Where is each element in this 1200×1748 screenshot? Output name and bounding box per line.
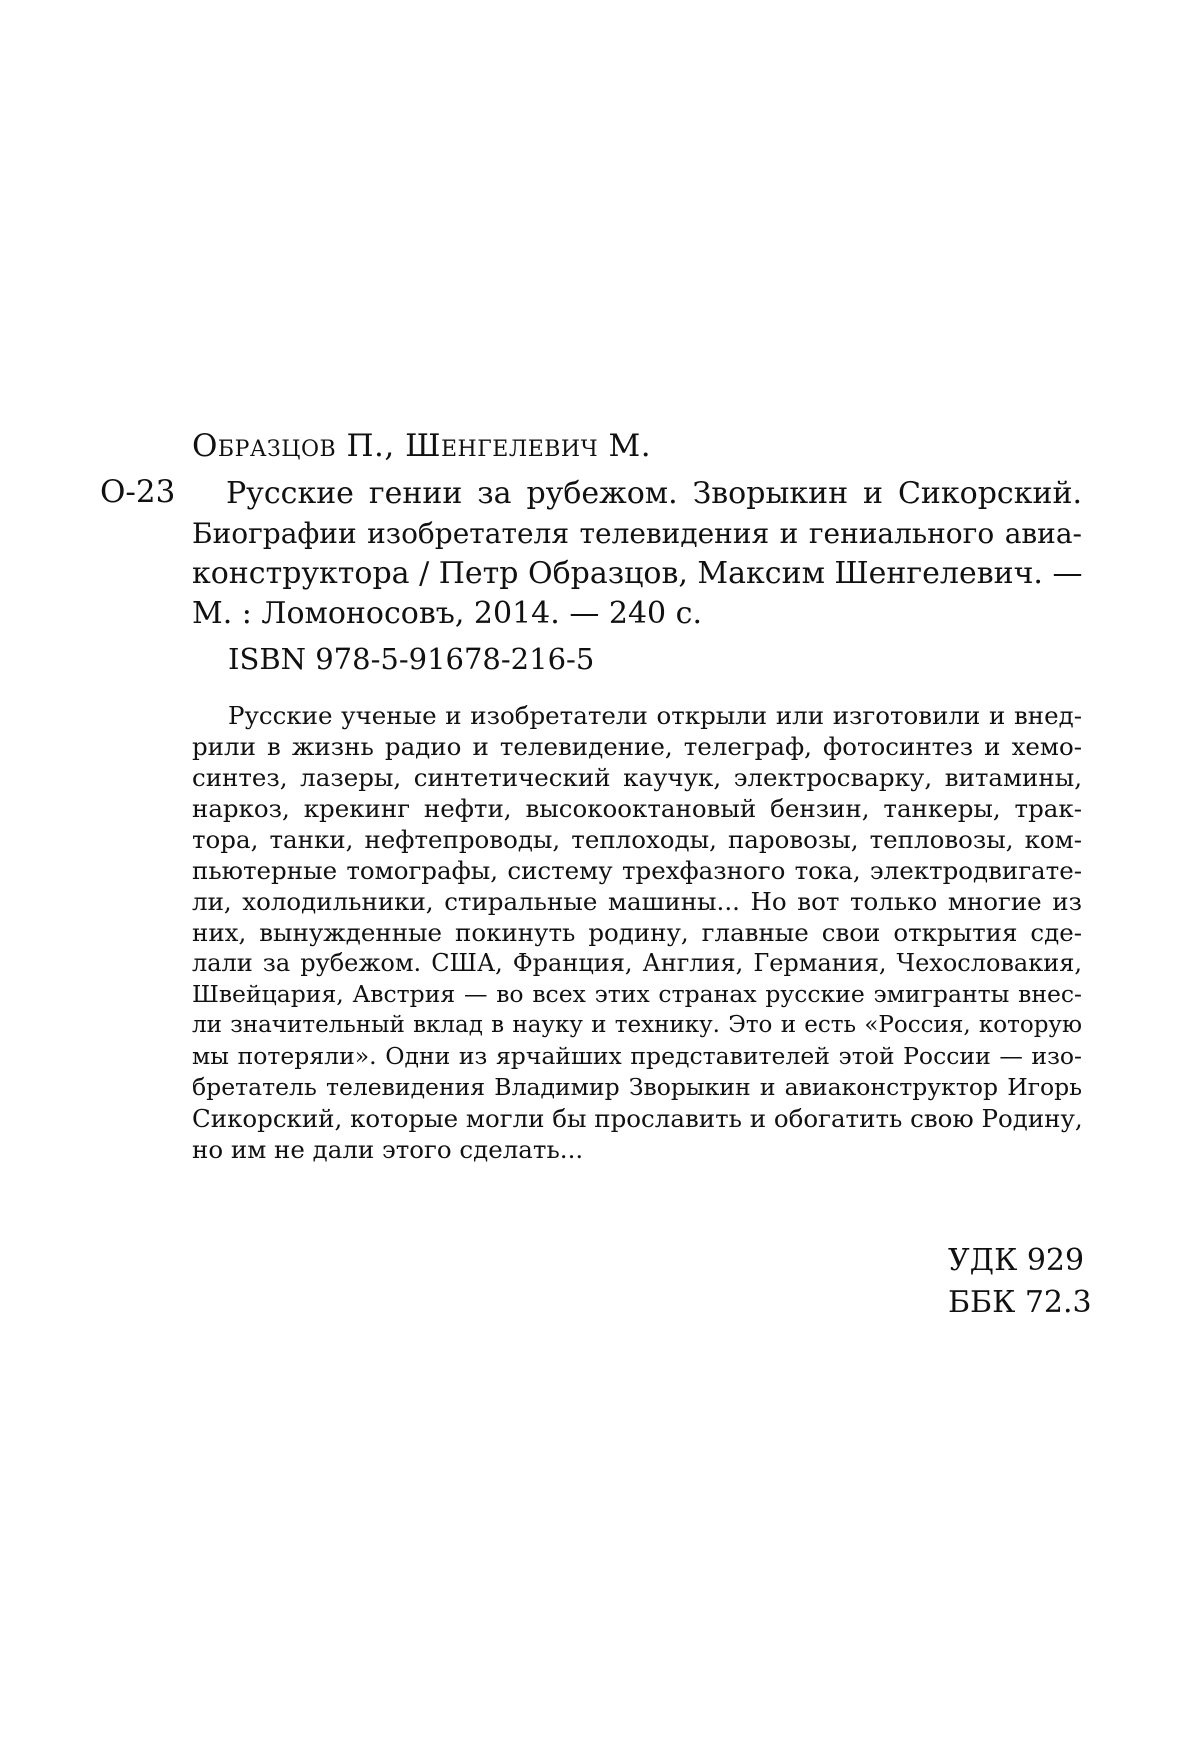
isbn: ISBN 978-5-91678-216-5 bbox=[228, 642, 595, 676]
title-line-1: Русские гении за рубежом. Зворыкин и Сикорский. bbox=[226, 476, 1082, 511]
abstract-line: синтез, лазеры, синтетический каучук, электросварку, витамины, bbox=[192, 763, 1082, 792]
abstract-line: лали за рубежом. США, Франция, Англия, Германия, Чехословакия, bbox=[192, 949, 1082, 977]
abstract-line: Сикорский, которые могли бы прославить и обогатить свою Родину, bbox=[192, 1104, 1083, 1133]
abstract-line: Русские ученые и изобретатели открыли или изготовили и внед- bbox=[228, 701, 1082, 730]
title-line-4: М. : Ломоносовъ, 2014. — 240 с. bbox=[192, 596, 702, 631]
abstract-line: наркоз, крекинг нефти, высокооктановый бензин, танкеры, трак- bbox=[192, 794, 1082, 823]
abstract-line: рили в жизнь радио и телевидение, телеграф, фотосинтез и хемо- bbox=[192, 732, 1082, 761]
abstract-line: но им не дали этого сделать... bbox=[192, 1135, 584, 1164]
abstract-line: бретатель телевидения Владимир Зворыкин и авиаконструктор Игорь bbox=[192, 1073, 1082, 1101]
author-mark: О-23 bbox=[100, 474, 176, 510]
title-line-3: конструктора / Петр Образцов, Максим Шенгелевич. — bbox=[192, 556, 1083, 591]
abstract-line: ли, холодильники, стиральные машины... Но вот только многие из bbox=[192, 887, 1082, 916]
title-line-2: Биографии изобретателя телевидения и гениального авиа- bbox=[192, 517, 1082, 550]
bbk-code: ББК 72.3 bbox=[948, 1285, 1092, 1320]
abstract-line: ли значительный вклад в науку и технику. Это и есть «Россия, которую bbox=[192, 1012, 1082, 1038]
abstract-line: мы потеряли». Одни из ярчайших представителей этой России — изо- bbox=[192, 1042, 1082, 1070]
abstract-line: пьютерные томографы, систему трехфазного тока, электродвигате- bbox=[192, 856, 1082, 885]
udk-code: УДК 929 bbox=[948, 1243, 1085, 1278]
abstract-line: Швейцария, Австрия — во всех этих странах русские эмигранты внес- bbox=[192, 980, 1082, 1008]
abstract-line: них, вынужденные покинуть родину, главные свои открытия сде- bbox=[192, 918, 1082, 947]
abstract-line: тора, танки, нефтепроводы, теплоходы, паровозы, тепловозы, ком- bbox=[192, 825, 1082, 854]
authors-heading: Образцов П., Шенгелевич М. bbox=[192, 428, 652, 464]
